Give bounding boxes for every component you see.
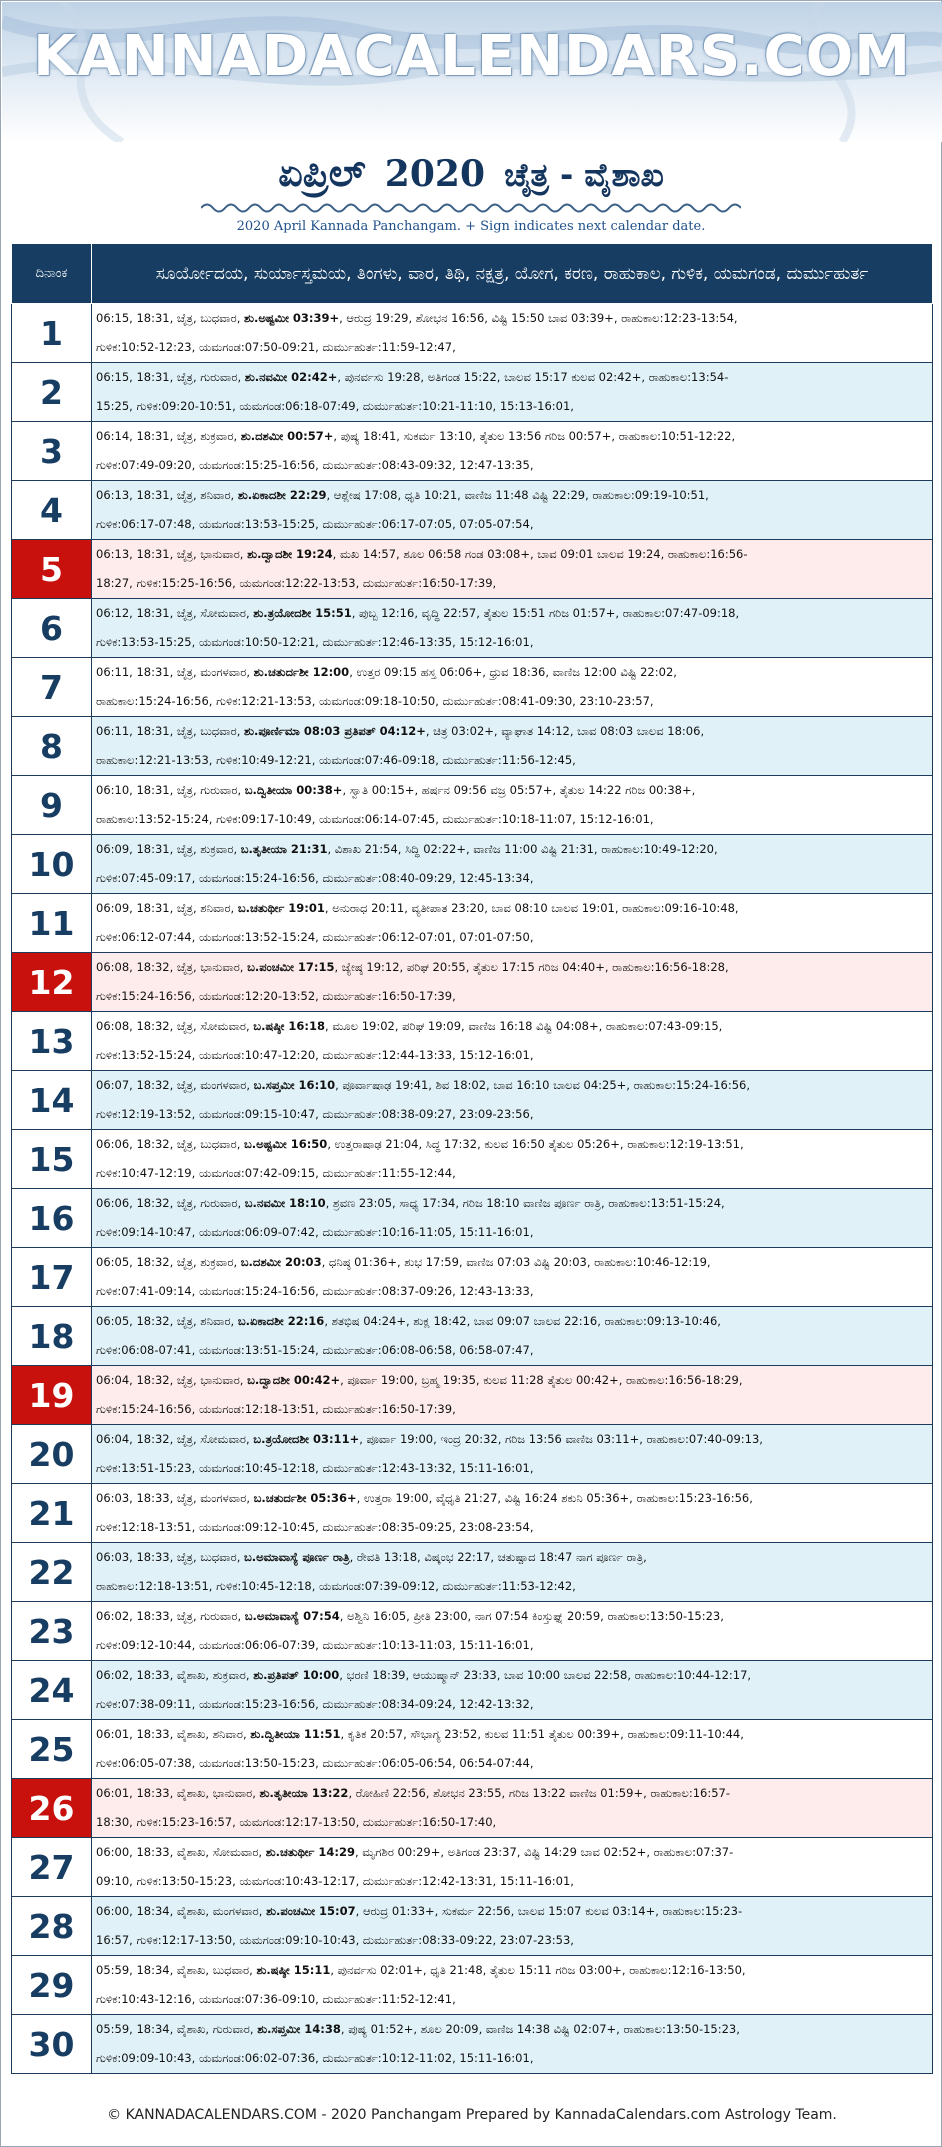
day-number: 13 [12, 1012, 92, 1071]
sun-times-month-day: 06:09, 18:31, ಚೈತ್ರ, ಶನಿವಾರ, [96, 901, 238, 915]
details-line-2: ಗುಳಿಕ:06:17-07:48, ಯಮಗಂಡ:13:53-15:25, ದುರ್ಮುಹುರ್ತ:06:17-07:05, 07:05-07:54, [96, 517, 534, 531]
details-line-2: ಗುಳಿಕ:06:05-07:38, ಯಮಗಂಡ:13:50-15:23, ದುರ್ಮುಹುರ್ತ:06:05-06:54, 06:54-07:44, [96, 1756, 534, 1770]
tithi: ಬ.ದ್ವಾದಶೀ 00:42+ [247, 1373, 341, 1387]
table-row [12, 1602, 933, 1661]
lunar-months: ಚೈತ್ರ - ವೈಶಾಖ [504, 156, 664, 194]
day-number: 6 [12, 599, 92, 658]
sun-times-month-day: 06:03, 18:33, ಚೈತ್ರ, ಬುಧವಾರ, [96, 1550, 245, 1564]
sun-times-month-day: 06:08, 18:32, ಚೈತ್ರ, ಭಾನುವಾರ, [96, 960, 248, 974]
day-details [92, 1366, 933, 1425]
day-details [92, 1484, 933, 1543]
details-line-1 [96, 1307, 928, 1336]
sun-times-month-day: 06:13, 18:31, ಚೈತ್ರ, ಭಾನುವಾರ, [96, 547, 248, 561]
table-row [12, 363, 933, 422]
day-details [92, 599, 933, 658]
details-line-1 [96, 599, 928, 628]
details-line-1 [96, 1543, 928, 1572]
day-number: 20 [12, 1425, 92, 1484]
header-date: ದಿನಾಂಕ [12, 244, 92, 304]
header-description: ಸೂರ್ಯೋದಯ, ಸುರ್ಯಾಸ್ತಮಯ, ತಿಂಗಳು, ವಾರ, ತಿಥಿ, ನಕ್ಷತ್ರ, ಯೋಗ, ಕರಣ, ರಾಹುಕಾಲ, ಗುಳಿಕ, ಯಮಗಂಡ, ದುರ್ಮುಹುರ್ತ [92, 244, 933, 304]
table-row [12, 1307, 933, 1366]
details-line-1 [96, 1720, 928, 1749]
table-row [12, 1425, 933, 1484]
day-details [92, 1307, 933, 1366]
sun-times-month-day: 06:06, 18:32, ಚೈತ್ರ, ಗುರುವಾರ, [96, 1196, 245, 1210]
tithi: ಶು.ಏಕಾದಶೀ 22:29 [237, 488, 327, 502]
tithi: ಶು.ದಶಮೀ 00:57+ [240, 429, 334, 443]
details-line-1 [96, 1602, 928, 1631]
details-line-1 [96, 1366, 928, 1395]
sun-times-month-day: 06:15, 18:31, ಚೈತ್ರ, ಬುಧವಾರ, [96, 311, 245, 325]
wave-divider [201, 201, 741, 215]
table-row [12, 835, 933, 894]
details-line-1 [96, 1189, 928, 1218]
sun-times-month-day: 06:05, 18:32, ಚೈತ್ರ, ಶುಕ್ರವಾರ, [96, 1255, 241, 1269]
details-line-1 [96, 1897, 928, 1926]
table-row [12, 1012, 933, 1071]
day-details [92, 2015, 933, 2074]
details-line-1 [96, 1130, 928, 1159]
nakshatra-yoga-karana: , ಭರಣಿ 18:39, ಆಯುಷ್ಮಾನ್ 23:33, ಬಾವ 10:00 ಬಾಲವ 22:58, ರಾಹುಕಾಲ:10:44-12:17, [339, 1668, 752, 1682]
details-line-2: ಗುಳಿಕ:10:47-12:19, ಯಮಗಂಡ:07:42-09:15, ದುರ್ಮುಹುರ್ತ:11:55-12:44, [96, 1166, 456, 1180]
details-line-2: ಗುಳಿಕ:13:53-15:25, ಯಮಗಂಡ:10:50-12:21, ದುರ್ಮುಹುರ್ತ:12:46-13:35, 15:12-16:01, [96, 635, 534, 649]
day-details [92, 304, 933, 363]
table-row [12, 1838, 933, 1897]
table-row [12, 1366, 933, 1425]
day-details [92, 835, 933, 894]
sun-times-month-day: 06:00, 18:34, ವೈಶಾಖ, ಮಂಗಳವಾರ, [96, 1904, 267, 1918]
day-number: 9 [12, 776, 92, 835]
details-line-1 [96, 422, 928, 451]
nakshatra-yoga-karana: , ಧನಿಷ್ಠ 01:36+, ಶುಭ 17:59, ವಾಣಿಜ 07:03 ವಿಷ್ಟಿ 20:03, ರಾಹುಕಾಲ:10:46-12:19, [321, 1255, 711, 1269]
sun-times-month-day: 06:14, 18:31, ಚೈತ್ರ, ಶುಕ್ರವಾರ, [96, 429, 241, 443]
day-details [92, 658, 933, 717]
day-details [92, 1956, 933, 2015]
day-number: 3 [12, 422, 92, 481]
tithi: ಶು.ದ್ವಾದಶೀ 19:24 [247, 547, 333, 561]
details-line-1 [96, 1779, 928, 1808]
sun-times-month-day: 06:11, 18:31, ಚೈತ್ರ, ಮಂಗಳವಾರ, [96, 665, 254, 679]
details-line-2: ಗುಳಿಕ:07:41-09:14, ಯಮಗಂಡ:15:24-16:56, ದುರ್ಮುಹುರ್ತ:08:37-09:26, 12:43-13:33, [96, 1284, 534, 1298]
table-row [12, 1720, 933, 1779]
day-number: 2 [12, 363, 92, 422]
details-line-1 [96, 1425, 928, 1454]
tithi: ಬ.ಅಮಾವಾಸ್ಯೆ ಪೂರ್ಣ ರಾತ್ರಿ [244, 1550, 350, 1564]
day-details [92, 894, 933, 953]
sun-times-month-day: 06:15, 18:31, ಚೈತ್ರ, ಗುರುವಾರ, [96, 370, 245, 384]
tithi: ಬ.ದಶಮೀ 20:03 [240, 1255, 322, 1269]
nakshatra-yoga-karana: , ಅಶ್ವಿನಿ 16:05, ಪ್ರೀತಿ 23:00, ನಾಗ 07:54 ಕಿಂಸ್ತುಘ್ನ 20:59, ರಾಹುಕಾಲ:13:50-15:23, [339, 1609, 724, 1623]
table-row [12, 1130, 933, 1189]
footer-copyright: © KANNADACALENDARS.COM - 2020 Panchangam Prepared by KannadaCalendars.com Astrology Team. [107, 2107, 837, 2123]
details-line-2: ಗುಳಿಕ:13:51-15:23, ಯಮಗಂಡ:10:45-12:18, ದುರ್ಮುಹುರ್ತ:12:43-13:32, 15:11-16:01, [96, 1461, 534, 1475]
table-body [12, 304, 933, 2074]
day-details [92, 1012, 933, 1071]
tithi: ಶು.ಚತುರ್ದಶೀ 12:00 [253, 665, 350, 679]
details-line-1 [96, 1956, 928, 1985]
details-line-2: ಗುಳಿಕ:07:45-09:17, ಯಮಗಂಡ:15:24-16:56, ದುರ್ಮುಹುರ್ತ:08:40-09:29, 12:45-13:34, [96, 871, 534, 885]
day-number: 12 [12, 953, 92, 1012]
sun-times-month-day: 05:59, 18:34, ವೈಶಾಖ, ಬುಧವಾರ, [96, 1963, 257, 1977]
month-name: ಏಪ್ರಿಲ್ [278, 151, 366, 195]
details-line-2: ಗುಳಿಕ:13:52-15:24, ಯಮಗಂಡ:10:47-12:20, ದುರ್ಮುಹುರ್ತ:12:44-13:33, 15:12-16:01, [96, 1048, 534, 1062]
nakshatra-yoga-karana: , ಪೂರ್ವಾ 19:00, ಬ್ರಹ್ಮ 19:35, ಕುಲವ 11:28 ತೈತುಲ 00:42+, ರಾಹುಕಾಲ:16:56-18:29, [340, 1373, 743, 1387]
details-line-2: ಗುಳಿಕ:09:12-10:44, ಯಮಗಂಡ:06:06-07:39, ದುರ್ಮುಹುರ್ತ:10:13-11:03, 15:11-16:01, [96, 1638, 534, 1652]
day-number: 14 [12, 1071, 92, 1130]
day-details [92, 1425, 933, 1484]
table-row [12, 1248, 933, 1307]
table-row [12, 1779, 933, 1838]
nakshatra-yoga-karana: , ವಿಶಾಖ 21:54, ಸಿದ್ಧಿ 02:22+, ವಾಣಿಜ 11:00 ವಿಷ್ಟಿ 21:31, ರಾಹುಕಾಲ:10:49-12:20, [327, 842, 718, 856]
nakshatra-yoga-karana: , ಶತಭಿಷ 04:24+, ಶುಕ್ಲ 18:42, ಬಾವ 09:07 ಬಾಲವ 22:16, ರಾಹುಕಾಲ:09:13-10:46, [324, 1314, 721, 1328]
day-details [92, 1602, 933, 1661]
tithi: ಬ.ತೃತೀಯಾ 21:31 [240, 842, 328, 856]
tithi: ಬ.ಏಕಾದಶೀ 22:16 [237, 1314, 325, 1328]
day-number: 29 [12, 1956, 92, 2015]
tithi: ಶು.ಚತುರ್ಥೀ 14:29 [265, 1845, 355, 1859]
nakshatra-yoga-karana: , ಆರುದ್ರ 01:33+, ಸುಕರ್ಮ 22:56, ಬಾಲವ 15:07 ಕುಲವ 03:14+, ರಾಹುಕಾಲ:15:23- [355, 1904, 743, 1918]
tithi: ಶು.ಪೂರ್ಣಿಮಾ 08:03 ಪ್ರತಿಪತ್ 04:12+ [244, 724, 426, 738]
sun-times-month-day: 06:03, 18:33, ಚೈತ್ರ, ಮಂಗಳವಾರ, [96, 1491, 254, 1505]
nakshatra-yoga-karana: , ಪುಷ್ಯ 01:52+, ಶೂಲ 20:09, ವಾಣಿಜ 14:38 ವಿಷ್ಟಿ 02:07+, ರಾಹುಕಾಲ:13:50-15:23, [340, 2022, 740, 2036]
day-number: 17 [12, 1248, 92, 1307]
table-row [12, 717, 933, 776]
day-number: 4 [12, 481, 92, 540]
details-line-2: 15:25, ಗುಳಿಕ:09:20-10:51, ಯಮಗಂಡ:06:18-07:49, ದುರ್ಮುಹುರ್ತ:10:21-11:10, 15:13-16:01, [96, 399, 574, 413]
day-details [92, 1071, 933, 1130]
day-number: 24 [12, 1661, 92, 1720]
day-number: 19 [12, 1366, 92, 1425]
table-row [12, 1189, 933, 1248]
sun-times-month-day: 06:00, 18:33, ವೈಶಾಖ, ಸೋಮವಾರ, [96, 1845, 266, 1859]
table-row [12, 1897, 933, 1956]
details-line-2: 18:27, ಗುಳಿಕ:15:25-16:56, ಯಮಗಂಡ:12:22-13:53, ದುರ್ಮುಹುರ್ತ:16:50-17:39, [96, 576, 497, 590]
details-line-1 [96, 1838, 928, 1867]
day-number: 30 [12, 2015, 92, 2074]
details-line-2: ರಾಹುಕಾಲ:12:18-13:51, ಗುಳಿಕ:10:45-12:18, ಯಮಗಂಡ:07:39-09:12, ದುರ್ಮುಹುರ್ತ:11:53-12:42, [96, 1579, 576, 1593]
details-line-1 [96, 1248, 928, 1277]
sun-times-month-day: 06:11, 18:31, ಚೈತ್ರ, ಬುಧವಾರ, [96, 724, 245, 738]
details-line-1 [96, 540, 928, 569]
details-line-1 [96, 1661, 928, 1690]
table-row [12, 1071, 933, 1130]
day-number: 5 [12, 540, 92, 599]
sun-times-month-day: 06:01, 18:33, ವೈಶಾಖ, ಭಾನುವಾರ, [96, 1786, 260, 1800]
nakshatra-yoga-karana: , ಸ್ವಾತಿ 00:15+, ಹರ್ಷನ 09:56 ವಜ್ರ 05:57+, ತೈತುಲ 14:22 ಗರಿಜ 00:38+, [342, 783, 696, 797]
table-row [12, 1661, 933, 1720]
nakshatra-yoga-karana: , ಕೃತಿಕ 20:57, ಸೌಭಾಗ್ಯ 23:52, ಕುಲವ 11:51 ತೈತುಲ 00:39+, ರಾಹುಕಾಲ:09:11-10:44, [340, 1727, 744, 1741]
details-line-2: ಗುಳಿಕ:12:18-13:51, ಯಮಗಂಡ:09:12-10:45, ದುರ್ಮುಹುರ್ತ:08:35-09:25, 23:08-23:54, [96, 1520, 534, 1534]
details-line-1 [96, 1012, 928, 1041]
year: 2020 [384, 153, 485, 195]
details-line-1 [96, 658, 928, 687]
nakshatra-yoga-karana: , ಜ್ಯೇಷ್ಠ 19:12, ಪರಿಘ 20:55, ತೈತುಲ 17:15 ಗರಿಜ 04:40+, ರಾಹುಕಾಲ:16:56-18:28, [334, 960, 729, 974]
sun-times-month-day: 06:01, 18:33, ವೈಶಾಖ, ಶನಿವಾರ, [96, 1727, 251, 1741]
tithi: ಶು.ಷಷ್ಠೀ 15:11 [256, 1963, 331, 1977]
day-details [92, 363, 933, 422]
tithi: ಬ.ತ್ರಯೋದಶೀ 03:11+ [253, 1432, 360, 1446]
details-line-2: ಗುಳಿಕ:06:08-07:41, ಯಮಗಂಡ:13:51-15:24, ದುರ್ಮುಹುರ್ತ:06:08-06:58, 06:58-07:47, [96, 1343, 534, 1357]
details-line-2: ರಾಹುಕಾಲ:13:52-15:24, ಗುಳಿಕ:09:17-10:49, ಯಮಗಂಡ:06:14-07:45, ದುರ್ಮುಹುರ್ತ:10:18-11:07, 15:12-16:01, [96, 812, 654, 826]
day-number: 21 [12, 1484, 92, 1543]
nakshatra-yoga-karana: , ಉತ್ತರಾ 19:00, ವೈಧೃತಿ 21:27, ವಿಷ್ಟಿ 16:24 ಶಕುನಿ 05:36+, ರಾಹುಕಾಲ:15:23-16:56, [356, 1491, 753, 1505]
tithi: ಬ.ಅಮಾವಾಸ್ಯೆ 07:54 [244, 1609, 340, 1623]
details-line-2: ಗುಳಿಕ:07:38-09:11, ಯಮಗಂಡ:15:23-16:56, ದುರ್ಮುಹುರ್ತ:08:34-09:24, 12:42-13:32, [96, 1697, 534, 1711]
day-number: 26 [12, 1779, 92, 1838]
details-line-2: ಗುಳಿಕ:06:12-07:44, ಯಮಗಂಡ:13:52-15:24, ದುರ್ಮುಹುರ್ತ:06:12-07:01, 07:01-07:50, [96, 930, 534, 944]
details-line-2: ಗುಳಿಕ:10:43-12:16, ಯಮಗಂಡ:07:36-09:10, ದುರ್ಮುಹುರ್ತ:11:52-12:41, [96, 1992, 456, 2006]
details-line-2: ಗುಳಿಕ:07:49-09:20, ಯಮಗಂಡ:15:25-16:56, ದುರ್ಮುಹುರ್ತ:08:43-09:32, 12:47-13:35, [96, 458, 534, 472]
day-details [92, 1248, 933, 1307]
table-row [12, 1956, 933, 2015]
details-line-2: 16:57, ಗುಳಿಕ:12:17-13:50, ಯಮಗಂಡ:09:10-10:43, ದುರ್ಮುಹುರ್ತ:08:33-09:22, 23:07-23:53, [96, 1933, 574, 1947]
nakshatra-yoga-karana: , ಪುಬ್ಬ 12:16, ವೃದ್ಧಿ 22:57, ತೈತುಲ 15:51 ಗರಿಜ 01:57+, ರಾಹುಕಾಲ:07:47-09:18, [351, 606, 740, 620]
nakshatra-yoga-karana: , ಶ್ರವಣ 23:05, ಸಾಧ್ಯ 17:34, ಗರಿಜ 18:10 ವಾಣಿಜ ಪೂರ್ಣ ರಾತ್ರಿ, ರಾಹುಕಾಲ:13:51-15:24, [325, 1196, 725, 1210]
nakshatra-yoga-karana: , ಆರುದ್ರ 19:29, ಶೋಭನ 16:56, ವಿಷ್ಟಿ 15:50 ಬಾವ 03:39+, ರಾಹುಕಾಲ:12:23-13:54, [339, 311, 738, 325]
tithi: ಬ.ಪಂಚಮೀ 17:15 [247, 960, 335, 974]
details-line-1 [96, 835, 928, 864]
table-row [12, 776, 933, 835]
panchangam-table [11, 243, 933, 2074]
details-line-2: ಗುಳಿಕ:09:14-10:47, ಯಮಗಂಡ:06:09-07:42, ದುರ್ಮುಹುರ್ತ:10:16-11:05, 15:11-16:01, [96, 1225, 534, 1239]
day-number: 25 [12, 1720, 92, 1779]
nakshatra-yoga-karana: , ಪುನರ್ವಸು 19:28, ಅತಿಗಂಡ 15:22, ಬಾಲವ 15:17 ಕುಲವ 02:42+, ರಾಹುಕಾಲ:13:54- [337, 370, 729, 384]
table-row [12, 422, 933, 481]
sun-times-month-day: 06:10, 18:31, ಚೈತ್ರ, ಗುರುವಾರ, [96, 783, 245, 797]
details-line-1 [96, 304, 928, 333]
tithi: ಶು.ಪ್ರತಿಪತ್ 10:00 [253, 1668, 340, 1682]
sun-times-month-day: 06:02, 18:33, ಚೈತ್ರ, ಗುರುವಾರ, [96, 1609, 245, 1623]
tithi: ಬ.ಚತುರ್ಥೀ 19:01 [237, 901, 325, 915]
details-line-1 [96, 1071, 928, 1100]
details-line-2: ರಾಹುಕಾಲ:15:24-16:56, ಗುಳಿಕ:12:21-13:53, ಯಮಗಂಡ:09:18-10:50, ದುರ್ಮುಹುರ್ತ:08:41-09:30, 23:10-23:57, [96, 694, 654, 708]
tithi: ಶು.ದ್ವಿತೀಯಾ 11:51 [250, 1727, 341, 1741]
details-line-2: ಗುಳಿಕ:10:52-12:23, ಯಮಗಂಡ:07:50-09:21, ದುರ್ಮುಹುರ್ತ:11:59-12:47, [96, 340, 456, 354]
nakshatra-yoga-karana: , ಮೂಲ 19:02, ಪರಿಘ 19:09, ವಾಣಿಜ 16:18 ವಿಷ್ಟಿ 04:08+, ರಾಹುಕಾಲ:07:43-09:15, [325, 1019, 723, 1033]
tithi: ಬ.ಚತುರ್ದಶೀ 05:36+ [253, 1491, 357, 1505]
table-row [12, 1484, 933, 1543]
sun-times-month-day: 06:09, 18:31, ಚೈತ್ರ, ಶುಕ್ರವಾರ, [96, 842, 241, 856]
tithi: ಬ.ದ್ವಿತೀಯಾ 00:38+ [244, 783, 343, 797]
tithi: ಶು.ನವಮೀ 02:42+ [244, 370, 338, 384]
day-details [92, 481, 933, 540]
day-number: 10 [12, 835, 92, 894]
details-line-2: ಗುಳಿಕ:12:19-13:52, ಯಮಗಂಡ:09:15-10:47, ದುರ್ಮುಹುರ್ತ:08:38-09:27, 23:09-23:56, [96, 1107, 534, 1121]
table-row [12, 540, 933, 599]
nakshatra-yoga-karana: , ಪೂರ್ವಾಷಾಢ 19:41, ಶಿವ 18:02, ಬಾವ 16:10 ಬಾಲವ 04:25+, ರಾಹುಕಾಲ:15:24-16:56, [335, 1078, 751, 1092]
tithi: ಬ.ಷಷ್ಠೀ 16:18 [253, 1019, 326, 1033]
tithi: ಶು.ಪಂಚಮೀ 15:07 [266, 1904, 356, 1918]
day-details [92, 1130, 933, 1189]
table-row [12, 658, 933, 717]
subtitle: 2020 April Kannada Panchangam. + Sign indicates next calendar date. [236, 219, 706, 234]
day-details [92, 1189, 933, 1248]
tithi: ಶು.ಅಷ್ಟಮೀ 03:39+ [244, 311, 340, 325]
details-line-1 [96, 2015, 928, 2044]
table-row [12, 304, 933, 363]
nakshatra-yoga-karana: , ಮಖ 14:57, ಶೂಲ 06:58 ಗಂಡ 03:08+, ಬಾವ 09:01 ಬಾಲವ 19:24, ರಾಹುಕಾಲ:16:56- [332, 547, 748, 561]
day-number: 15 [12, 1130, 92, 1189]
sun-times-month-day: 06:08, 18:32, ಚೈತ್ರ, ಸೋಮವಾರ, [96, 1019, 254, 1033]
details-line-2: 09:10, ಗುಳಿಕ:13:50-15:23, ಯಮಗಂಡ:10:43-12:17, ದುರ್ಮುಹುರ್ತ:12:42-13:31, 15:11-16:01, [96, 1874, 574, 1888]
table-row [12, 894, 933, 953]
table-row [12, 599, 933, 658]
details-line-1 [96, 1484, 928, 1513]
site-banner [2, 2, 942, 142]
details-line-1 [96, 894, 928, 923]
day-details [92, 1720, 933, 1779]
details-line-1 [96, 717, 928, 746]
site-title: KANNADACALENDARS.COM [33, 24, 911, 89]
nakshatra-yoga-karana: , ಆಶ್ಲೇಷ 17:08, ಧೃತಿ 10:21, ವಾಣಿಜ 11:48 ವಿಷ್ಟಿ 22:29, ರಾಹುಕಾಲ:09:19-10:51, [326, 488, 709, 502]
tithi: ಶು.ತೃತೀಯಾ 13:22 [259, 1786, 349, 1800]
day-details [92, 422, 933, 481]
table-row [12, 481, 933, 540]
sun-times-month-day: 06:02, 18:33, ವೈಶಾಖ, ಶುಕ್ರವಾರ, [96, 1668, 254, 1682]
nakshatra-yoga-karana: , ಚಿತ್ರ 03:02+, ವ್ಯಾಘಾತ 14:12, ಬಾವ 08:03 ಬಾಲವ 18:06, [425, 724, 705, 738]
day-number: 1 [12, 304, 92, 363]
details-line-1 [96, 953, 928, 982]
day-details [92, 1543, 933, 1602]
details-line-2: ಗುಳಿಕ:15:24-16:56, ಯಮಗಂಡ:12:18-13:51, ದುರ್ಮುಹುರ್ತ:16:50-17:39, [96, 1402, 456, 1416]
details-line-2: ಗುಳಿಕ:15:24-16:56, ಯಮಗಂಡ:12:20-13:52, ದುರ್ಮುಹುರ್ತ:16:50-17:39, [96, 989, 456, 1003]
table-row [12, 953, 933, 1012]
nakshatra-yoga-karana: , ಪೂರ್ವಾ 19:00, ಇಂದ್ರ 20:32, ಗರಿಜ 13:56 ವಾಣಿಜ 03:11+, ರಾಹುಕಾಲ:07:40-09:13, [359, 1432, 763, 1446]
sun-times-month-day: 06:05, 18:32, ಚೈತ್ರ, ಶನಿವಾರ, [96, 1314, 238, 1328]
details-line-1 [96, 481, 928, 510]
day-details [92, 1779, 933, 1838]
tithi: ಶು.ತ್ರಯೋದಶೀ 15:51 [253, 606, 352, 620]
sun-times-month-day: 06:04, 18:32, ಚೈತ್ರ, ಭಾನುವಾರ, [96, 1373, 248, 1387]
day-details [92, 540, 933, 599]
sun-times-month-day: 06:07, 18:32, ಚೈತ್ರ, ಮಂಗಳವಾರ, [96, 1078, 254, 1092]
tithi: ಬ.ಅಷ್ಟಮೀ 16:50 [244, 1137, 328, 1151]
nakshatra-yoga-karana: , ಅನುರಾಧ 20:11, ವ್ಯತೀಪಾತ 23:20, ಬಾವ 08:10 ಬಾಲವ 19:01, ರಾಹುಕಾಲ:09:16-10:48, [324, 901, 739, 915]
day-details [92, 1661, 933, 1720]
details-line-1 [96, 363, 928, 392]
tithi: ಬ.ಸಪ್ತಮೀ 16:10 [253, 1078, 336, 1092]
day-number: 7 [12, 658, 92, 717]
tithi: ಶು.ಸಪ್ತಮೀ 14:38 [257, 2022, 341, 2036]
details-line-2: 18:30, ಗುಳಿಕ:15:23-16:57, ಯಮಗಂಡ:12:17-13:50, ದುರ್ಮುಹುರ್ತ:16:50-17:40, [96, 1815, 497, 1829]
day-number: 23 [12, 1602, 92, 1661]
nakshatra-yoga-karana: , ರೋಹಿಣಿ 22:56, ಶೋಭನ 23:55, ಗರಿಜ 13:22 ವಾಣಿಜ 01:59+, ರಾಹುಕಾಲ:16:57- [348, 1786, 731, 1800]
sun-times-month-day: 06:13, 18:31, ಚೈತ್ರ, ಶನಿವಾರ, [96, 488, 238, 502]
nakshatra-yoga-karana: , ಪುನರ್ವಸು 02:01+, ಧೃತಿ 21:48, ತೈತುಲ 15:11 ಗರಿಜ 03:00+, ರಾಹುಕಾಲ:12:16-13:50, [330, 1963, 746, 1977]
details-line-1 [96, 776, 928, 805]
sun-times-month-day: 06:04, 18:32, ಚೈತ್ರ, ಸೋಮವಾರ, [96, 1432, 254, 1446]
day-number: 16 [12, 1189, 92, 1248]
table-row [12, 1543, 933, 1602]
tithi: ಬ.ನವಮೀ 18:10 [244, 1196, 326, 1210]
nakshatra-yoga-karana: , ಮೃಗಶಿರ 00:29+, ಅತಿಗಂಡ 23:37, ವಿಷ್ಟಿ 14:29 ಬಾವ 02:52+, ರಾಹುಕಾಲ:07:37- [354, 1845, 734, 1859]
day-details [92, 776, 933, 835]
month-heading [1, 151, 941, 196]
day-number: 11 [12, 894, 92, 953]
nakshatra-yoga-karana: , ಉತ್ತರ 09:15 ಹಸ್ತ 06:06+, ಧ್ರುವ 18:36, ವಾಣಿಜ 12:00 ವಿಷ್ಟಿ 22:02, [349, 665, 677, 679]
day-details [92, 953, 933, 1012]
day-number: 27 [12, 1838, 92, 1897]
day-number: 18 [12, 1307, 92, 1366]
day-number: 22 [12, 1543, 92, 1602]
day-number: 28 [12, 1897, 92, 1956]
sun-times-month-day: 06:06, 18:32, ಚೈತ್ರ, ಬುಧವಾರ, [96, 1137, 245, 1151]
day-details [92, 1897, 933, 1956]
sun-times-month-day: 06:12, 18:31, ಚೈತ್ರ, ಸೋಮವಾರ, [96, 606, 254, 620]
table-row [12, 2015, 933, 2074]
nakshatra-yoga-karana: , ಉತ್ತರಾಷಾಢ 21:04, ಸಿದ್ಧ 17:32, ಕುಲವ 16:50 ತೈತುಲ 05:26+, ರಾಹುಕಾಲ:12:19-13:51, [327, 1137, 744, 1151]
nakshatra-yoga-karana: , ಪುಷ್ಯ 18:41, ಸುಕರ್ಮ 13:10, ತೈತುಲ 13:56 ಗರಿಜ 00:57+, ರಾಹುಕಾಲ:10:51-12:22, [333, 429, 736, 443]
details-line-2: ರಾಹುಕಾಲ:12:21-13:53, ಗುಳಿಕ:10:49-12:21, ಯಮಗಂಡ:07:46-09:18, ದುರ್ಮುಹುರ್ತ:11:56-12:45, [96, 753, 576, 767]
day-details [92, 717, 933, 776]
day-details [92, 1838, 933, 1897]
details-line-2: ಗುಳಿಕ:09:09-10:43, ಯಮಗಂಡ:06:02-07:36, ದುರ್ಮುಹುರ್ತ:10:12-11:02, 15:11-16:01, [96, 2051, 534, 2065]
nakshatra-yoga-karana: , ರೇವತಿ 13:18, ವಿಷ್ಕಂಭ 22:17, ಚತುಷ್ಪಾದ 18:47 ನಾಗ ಪೂರ್ಣ ರಾತ್ರಿ, [349, 1550, 647, 1564]
day-number: 8 [12, 717, 92, 776]
sun-times-month-day: 05:59, 18:34, ವೈಶಾಖ, ಗುರುವಾರ, [96, 2022, 258, 2036]
